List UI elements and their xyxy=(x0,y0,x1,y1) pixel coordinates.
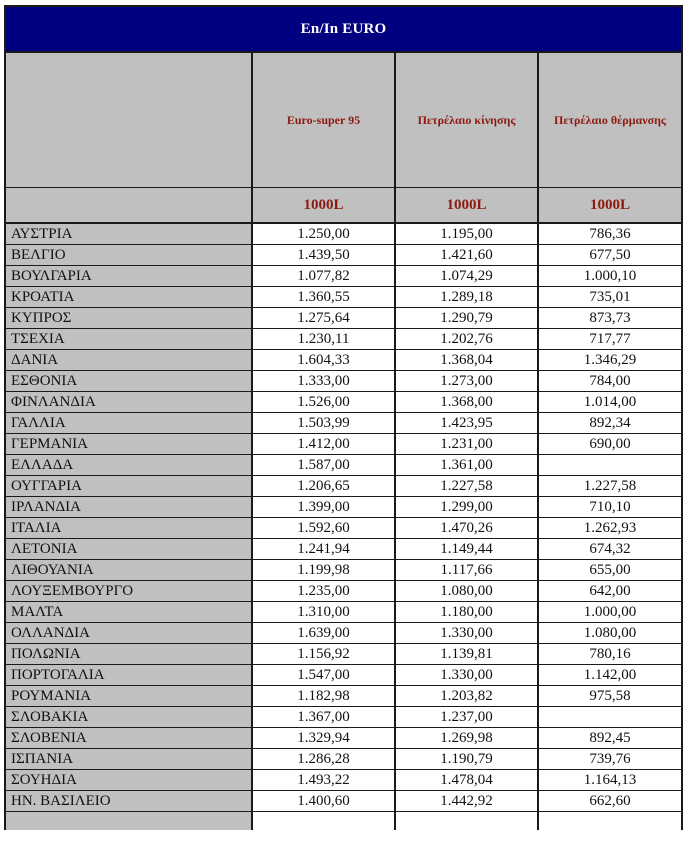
unit-diesel: 1000L xyxy=(395,188,538,224)
table-row xyxy=(6,665,681,686)
unit-header-row xyxy=(6,188,681,224)
table-body xyxy=(6,7,681,830)
table-row xyxy=(6,644,681,665)
price-cell-diesel: 1.423,95 xyxy=(395,413,538,434)
country-name-cell: ΒΟΥΛΓΑΡΙΑ xyxy=(6,266,252,287)
price-cell-heating-oil: 690,00 xyxy=(538,434,681,455)
table-row xyxy=(6,539,681,560)
table-row xyxy=(6,371,681,392)
price-cell-heating-oil: 1.262,93 xyxy=(538,518,681,539)
table-row xyxy=(6,770,681,791)
price-cell-diesel: 1.269,98 xyxy=(395,728,538,749)
price-cell-heating-oil: 710,10 xyxy=(538,497,681,518)
price-cell-diesel: 1.149,44 xyxy=(395,539,538,560)
price-cell-euro-super-95: 1.399,00 xyxy=(252,497,395,518)
price-cell-euro-super-95: 1.077,82 xyxy=(252,266,395,287)
price-cell-heating-oil: 655,00 xyxy=(538,560,681,581)
table-title: En/In EURO xyxy=(6,7,681,52)
price-cell-heating-oil: 662,60 xyxy=(538,791,681,812)
price-cell-diesel: 1.478,04 xyxy=(395,770,538,791)
price-cell-euro-super-95: 1.639,00 xyxy=(252,623,395,644)
header-diesel: Πετρέλαιο κίνησης xyxy=(395,52,538,188)
country-name-cell: ΚΥΠΡΟΣ xyxy=(6,308,252,329)
country-header-cell xyxy=(6,52,252,188)
price-cell-diesel: 1.470,26 xyxy=(395,518,538,539)
price-cell-diesel: 1.237,00 xyxy=(395,707,538,728)
unit-blank-cell xyxy=(6,188,252,224)
price-cell-euro-super-95: 1.230,11 xyxy=(252,329,395,350)
country-name-cell: ΤΣΕΧΙΑ xyxy=(6,329,252,350)
country-name-cell: ΣΛΟΒΕΝΙΑ xyxy=(6,728,252,749)
price-cell-diesel: 1.421,60 xyxy=(395,245,538,266)
country-name-cell: ΔΑΝΙΑ xyxy=(6,350,252,371)
table-row xyxy=(6,245,681,266)
price-cell-heating-oil: 642,00 xyxy=(538,581,681,602)
country-name-cell: ΓΕΡΜΑΝΙΑ xyxy=(6,434,252,455)
price-cell-heating-oil: 873,73 xyxy=(538,308,681,329)
fuel-type-header-row xyxy=(6,52,681,188)
price-cell-euro-super-95: 1.400,60 xyxy=(252,791,395,812)
price-cell-diesel: 1.180,00 xyxy=(395,602,538,623)
price-cell-heating-oil: 717,77 xyxy=(538,329,681,350)
price-cell-heating-oil: 677,50 xyxy=(538,245,681,266)
price-cell-euro-super-95: 1.182,98 xyxy=(252,686,395,707)
price-cell-euro-super-95: 1.587,00 xyxy=(252,455,395,476)
price-cell-heating-oil: 784,00 xyxy=(538,371,681,392)
table-row xyxy=(6,434,681,455)
country-name-cell: ΠΟΡΤΟΓΑΛΙΑ xyxy=(6,665,252,686)
table-row xyxy=(6,266,681,287)
country-name-cell: ΟΛΛΑΝΔΙΑ xyxy=(6,623,252,644)
table-row xyxy=(6,560,681,581)
price-cell-heating-oil: 674,32 xyxy=(538,539,681,560)
country-name-cell: ΛΟΥΞΕΜΒΟΥΡΓΟ xyxy=(6,581,252,602)
country-name-cell: ΟΥΓΓΑΡΙΑ xyxy=(6,476,252,497)
country-name-cell: ΓΑΛΛΙΑ xyxy=(6,413,252,434)
table-trailing-row xyxy=(6,812,681,831)
country-name-cell: ΛΕΤΟΝΙΑ xyxy=(6,539,252,560)
price-cell-diesel: 1.330,00 xyxy=(395,623,538,644)
country-name-cell: ΗΝ. ΒΑΣΙΛΕΙΟ xyxy=(6,791,252,812)
country-name-cell: ΜΑΛΤΑ xyxy=(6,602,252,623)
price-cell-diesel: 1.330,00 xyxy=(395,665,538,686)
price-cell-diesel: 1.117,66 xyxy=(395,560,538,581)
table-row xyxy=(6,518,681,539)
price-cell-euro-super-95: 1.235,00 xyxy=(252,581,395,602)
price-cell-heating-oil: 975,58 xyxy=(538,686,681,707)
table-row xyxy=(6,476,681,497)
price-cell-heating-oil: 1.014,00 xyxy=(538,392,681,413)
price-cell-diesel: 1.273,00 xyxy=(395,371,538,392)
price-cell-diesel: 1.290,79 xyxy=(395,308,538,329)
price-cell-diesel: 1.442,92 xyxy=(395,791,538,812)
fuel-price-table-container xyxy=(4,5,683,830)
price-cell-euro-super-95: 1.547,00 xyxy=(252,665,395,686)
price-cell-euro-super-95: 1.199,98 xyxy=(252,560,395,581)
country-name-cell: ΠΟΛΩΝΙΑ xyxy=(6,644,252,665)
table-row xyxy=(6,602,681,623)
price-cell-euro-super-95: 1.156,92 xyxy=(252,644,395,665)
price-cell-heating-oil: 739,76 xyxy=(538,749,681,770)
price-cell-heating-oil: 1.346,29 xyxy=(538,350,681,371)
price-cell-euro-super-95: 1.329,94 xyxy=(252,728,395,749)
price-cell-euro-super-95: 1.503,99 xyxy=(252,413,395,434)
table-row xyxy=(6,728,681,749)
price-cell-diesel: 1.368,04 xyxy=(395,350,538,371)
table-row xyxy=(6,392,681,413)
price-cell-euro-super-95: 1.493,22 xyxy=(252,770,395,791)
price-cell-diesel: 1.195,00 xyxy=(395,223,538,245)
price-cell-euro-super-95: 1.360,55 xyxy=(252,287,395,308)
price-cell-heating-oil: 780,16 xyxy=(538,644,681,665)
price-cell-euro-super-95: 1.439,50 xyxy=(252,245,395,266)
price-cell-euro-super-95: 1.592,60 xyxy=(252,518,395,539)
price-cell-euro-super-95: 1.241,94 xyxy=(252,539,395,560)
table-row xyxy=(6,350,681,371)
price-cell-diesel: 1.190,79 xyxy=(395,749,538,770)
price-cell-euro-super-95: 1.367,00 xyxy=(252,707,395,728)
price-cell-heating-oil: 892,34 xyxy=(538,413,681,434)
trailing-country-cell xyxy=(6,812,252,831)
price-cell-heating-oil: 1.227,58 xyxy=(538,476,681,497)
table-row xyxy=(6,455,681,476)
price-cell-euro-super-95: 1.286,28 xyxy=(252,749,395,770)
price-cell-euro-super-95: 1.412,00 xyxy=(252,434,395,455)
table-row xyxy=(6,791,681,812)
price-cell-heating-oil: 1.000,10 xyxy=(538,266,681,287)
price-cell-heating-oil: 786,36 xyxy=(538,223,681,245)
price-cell-heating-oil: 1.080,00 xyxy=(538,623,681,644)
price-cell-diesel: 1.203,82 xyxy=(395,686,538,707)
price-cell-diesel: 1.080,00 xyxy=(395,581,538,602)
country-name-cell: ΡΟΥΜΑΝΙΑ xyxy=(6,686,252,707)
country-name-cell: ΣΛΟΒΑΚΙΑ xyxy=(6,707,252,728)
table-row xyxy=(6,623,681,644)
trailing-value-cell xyxy=(538,812,681,831)
header-euro-super-95: Euro-super 95 xyxy=(252,52,395,188)
price-cell-euro-super-95: 1.250,00 xyxy=(252,223,395,245)
price-cell-heating-oil: 735,01 xyxy=(538,287,681,308)
price-cell-heating-oil: 1.164,13 xyxy=(538,770,681,791)
table-row xyxy=(6,497,681,518)
country-name-cell: ΣΟΥΗΔΙΑ xyxy=(6,770,252,791)
price-cell-diesel: 1.227,58 xyxy=(395,476,538,497)
price-cell-heating-oil: 1.142,00 xyxy=(538,665,681,686)
table-row xyxy=(6,581,681,602)
unit-heating-oil: 1000L xyxy=(538,188,681,224)
price-cell-euro-super-95: 1.333,00 xyxy=(252,371,395,392)
price-cell-euro-super-95: 1.310,00 xyxy=(252,602,395,623)
price-cell-diesel: 1.299,00 xyxy=(395,497,538,518)
price-cell-diesel: 1.074,29 xyxy=(395,266,538,287)
country-name-cell: ΙΤΑΛΙΑ xyxy=(6,518,252,539)
unit-euro-super-95: 1000L xyxy=(252,188,395,224)
table-row xyxy=(6,749,681,770)
price-cell-euro-super-95: 1.604,33 xyxy=(252,350,395,371)
price-cell-euro-super-95: 1.526,00 xyxy=(252,392,395,413)
header-heating-oil: Πετρέλαιο θέρμανσης xyxy=(538,52,681,188)
table-row xyxy=(6,308,681,329)
table-row xyxy=(6,707,681,728)
price-cell-heating-oil xyxy=(538,455,681,476)
price-cell-heating-oil: 892,45 xyxy=(538,728,681,749)
country-name-cell: ΕΣΘΟΝΙΑ xyxy=(6,371,252,392)
price-cell-diesel: 1.231,00 xyxy=(395,434,538,455)
country-name-cell: ΑΥΣΤΡΙΑ xyxy=(6,223,252,245)
price-cell-diesel: 1.361,00 xyxy=(395,455,538,476)
trailing-value-cell xyxy=(395,812,538,831)
price-cell-euro-super-95: 1.206,65 xyxy=(252,476,395,497)
country-name-cell: ΙΣΠΑΝΙΑ xyxy=(6,749,252,770)
price-cell-diesel: 1.139,81 xyxy=(395,644,538,665)
trailing-value-cell xyxy=(252,812,395,831)
price-cell-diesel: 1.202,76 xyxy=(395,329,538,350)
country-name-cell: ΙΡΛΑΝΔΙΑ xyxy=(6,497,252,518)
price-cell-euro-super-95: 1.275,64 xyxy=(252,308,395,329)
country-name-cell: ΛΙΘΟΥΑΝΙΑ xyxy=(6,560,252,581)
fuel-price-table xyxy=(6,7,681,830)
price-cell-diesel: 1.368,00 xyxy=(395,392,538,413)
price-cell-diesel: 1.289,18 xyxy=(395,287,538,308)
country-name-cell: ΒΕΛΓΙΟ xyxy=(6,245,252,266)
table-row xyxy=(6,287,681,308)
table-title-row xyxy=(6,7,681,52)
table-row xyxy=(6,223,681,245)
table-row xyxy=(6,413,681,434)
price-cell-heating-oil: 1.000,00 xyxy=(538,602,681,623)
country-name-cell: ΚΡΟΑΤΙΑ xyxy=(6,287,252,308)
price-cell-heating-oil xyxy=(538,707,681,728)
table-row xyxy=(6,329,681,350)
table-row xyxy=(6,686,681,707)
country-name-cell: ΦΙΝΛΑΝΔΙΑ xyxy=(6,392,252,413)
country-name-cell: ΕΛΛΑΔΑ xyxy=(6,455,252,476)
